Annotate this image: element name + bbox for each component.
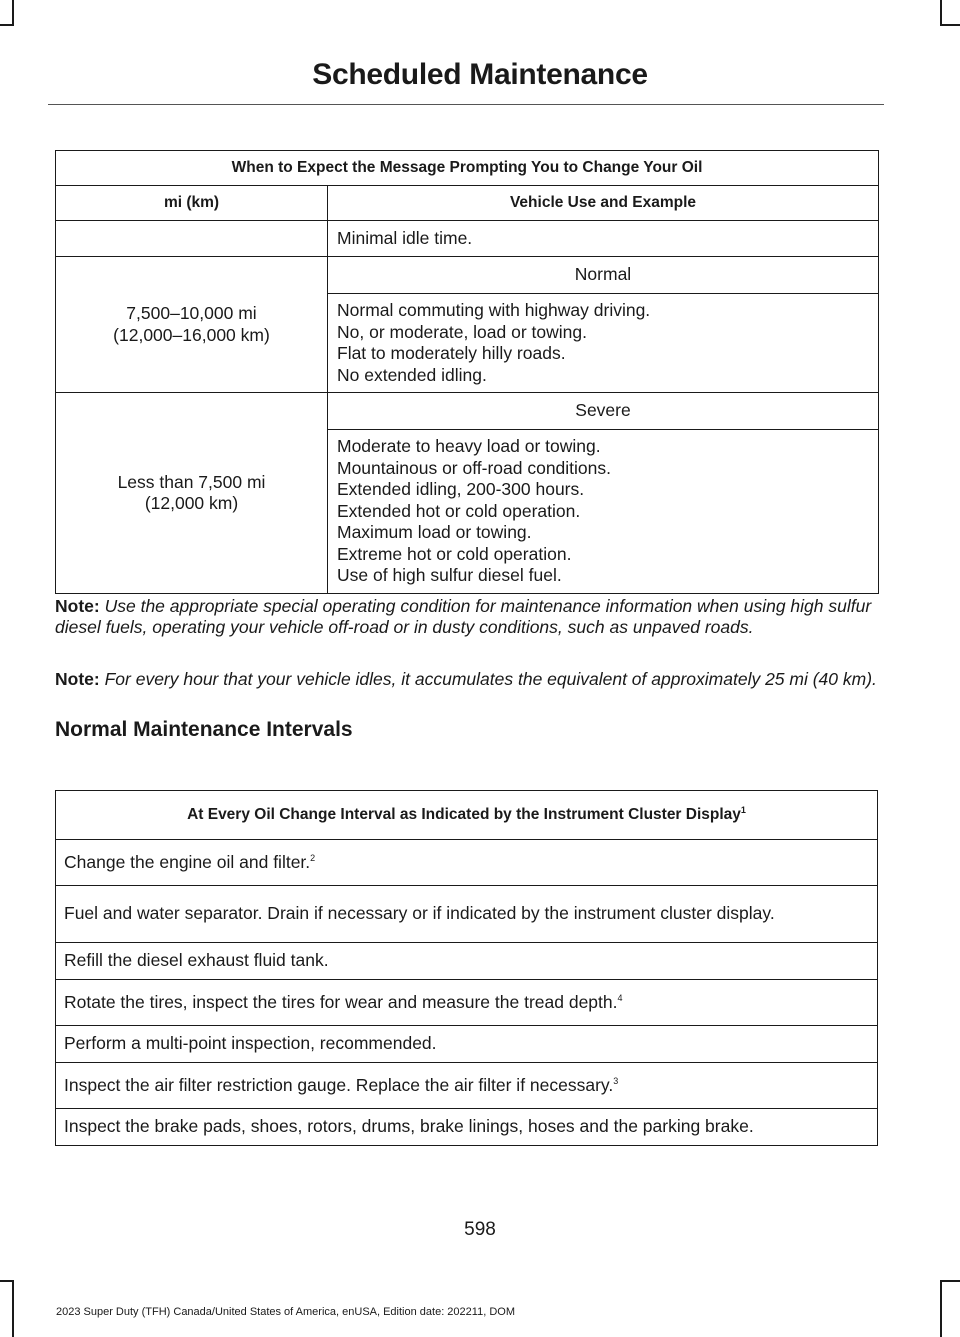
- severe-category-label: Severe: [328, 393, 879, 430]
- list-item: Moderate to heavy load or towing.: [337, 436, 601, 457]
- crop-mark: [0, 24, 14, 26]
- section-heading: Normal Maintenance Intervals: [55, 718, 353, 741]
- note-text: For every hour that your vehicle idles, it accumulates the equivalent of approximately 25 mi (40 km).: [104, 669, 877, 689]
- row-text: Refill the diesel exhaust fluid tank.: [64, 950, 329, 971]
- title-divider: [48, 104, 884, 105]
- list-item: Mountainous or off-road conditions.: [337, 457, 612, 478]
- row-text: Fuel and water separator. Drain if necessary or if indicated by the instrument cluster display.: [64, 903, 775, 924]
- crop-mark: [940, 1280, 960, 1282]
- table-cell-minimal-idle: Minimal idle time.: [328, 221, 879, 257]
- column-header-distance: mi (km): [56, 186, 328, 221]
- row-text: Change the engine oil and filter.: [64, 851, 311, 872]
- column-header-vehicle-use: Vehicle Use and Example: [328, 186, 879, 221]
- list-item: Maximum load or towing.: [337, 522, 532, 543]
- table-row: [56, 980, 878, 1026]
- note-label: Note:: [55, 596, 100, 616]
- list-item: Extreme hot or cold operation.: [337, 543, 572, 564]
- normal-examples-cell: [328, 294, 879, 393]
- interval-header-text: At Every Oil Change Interval as Indicated by the Instrument Cluster Display: [187, 806, 741, 824]
- oil-change-table: [55, 150, 879, 594]
- footnote-marker: 1: [740, 805, 746, 816]
- severe-examples-cell: [328, 430, 879, 594]
- table-row: [56, 943, 878, 980]
- note-label: Note:: [55, 669, 100, 689]
- crop-mark: [12, 0, 14, 26]
- footnote-marker: 3: [613, 1075, 619, 1086]
- normal-category-label: Normal: [328, 257, 879, 294]
- crop-mark: [12, 1280, 14, 1337]
- list-item: Extended idling, 200-300 hours.: [337, 479, 585, 500]
- crop-mark: [940, 24, 960, 26]
- row-text: Inspect the air filter restriction gauge. Replace the air filter if necessary.: [64, 1074, 614, 1095]
- normal-distance-cell: [56, 257, 328, 393]
- list-item: Flat to moderately hilly roads.: [337, 343, 566, 363]
- oil-table-caption: When to Expect the Message Prompting You to Change Your Oil: [56, 151, 879, 186]
- list-item: No, or moderate, load or towing.: [337, 321, 587, 342]
- footnote-marker: 2: [310, 852, 316, 863]
- row-text: Perform a multi-point inspection, recommended.: [64, 1033, 437, 1054]
- severe-distance-km: (12,000 km): [144, 493, 239, 513]
- severe-distance-mi: Less than 7,500 mi: [117, 471, 266, 492]
- list-item: Extended hot or cold operation.: [337, 500, 581, 521]
- table-row: [56, 1063, 878, 1109]
- page-number: 598: [464, 1219, 496, 1240]
- table-row: [56, 1109, 878, 1146]
- normal-distance-mi: 7,500–10,000 mi: [126, 303, 257, 323]
- table-cell-empty: [56, 221, 328, 257]
- normal-distance-km: (12,000–16,000 km): [113, 324, 270, 345]
- note-idle-equivalent: [55, 669, 885, 690]
- crop-mark: [0, 1280, 14, 1282]
- row-text: Inspect the brake pads, shoes, rotors, drums, brake linings, hoses and the parking brake.: [64, 1116, 754, 1137]
- crop-mark: [940, 1280, 942, 1337]
- list-item: Normal commuting with highway driving.: [337, 300, 651, 320]
- table-row: [56, 1026, 878, 1063]
- maintenance-interval-table: [55, 790, 878, 1146]
- severe-distance-cell: [56, 393, 328, 594]
- table-row: [56, 886, 878, 943]
- interval-table-header: [56, 791, 878, 840]
- note-text: Use the appropriate special operating condition for maintenance information when using high sulfur diesel fuels, operating your vehicle off-road or in dusty conditions, such as unpaved roads.: [55, 596, 872, 637]
- note-high-sulfur: [55, 596, 885, 638]
- crop-mark: [940, 0, 942, 26]
- list-item: No extended idling.: [337, 364, 487, 385]
- page-title: Scheduled Maintenance: [312, 58, 648, 91]
- page-footer: 2023 Super Duty (TFH) Canada/United States of America, enUSA, Edition date: 202211, DOM: [56, 1306, 515, 1318]
- table-row: [56, 840, 878, 886]
- list-item: Use of high sulfur diesel fuel.: [337, 565, 562, 586]
- row-text: Rotate the tires, inspect the tires for wear and measure the tread depth.: [64, 991, 618, 1012]
- footnote-marker: 4: [617, 992, 623, 1003]
